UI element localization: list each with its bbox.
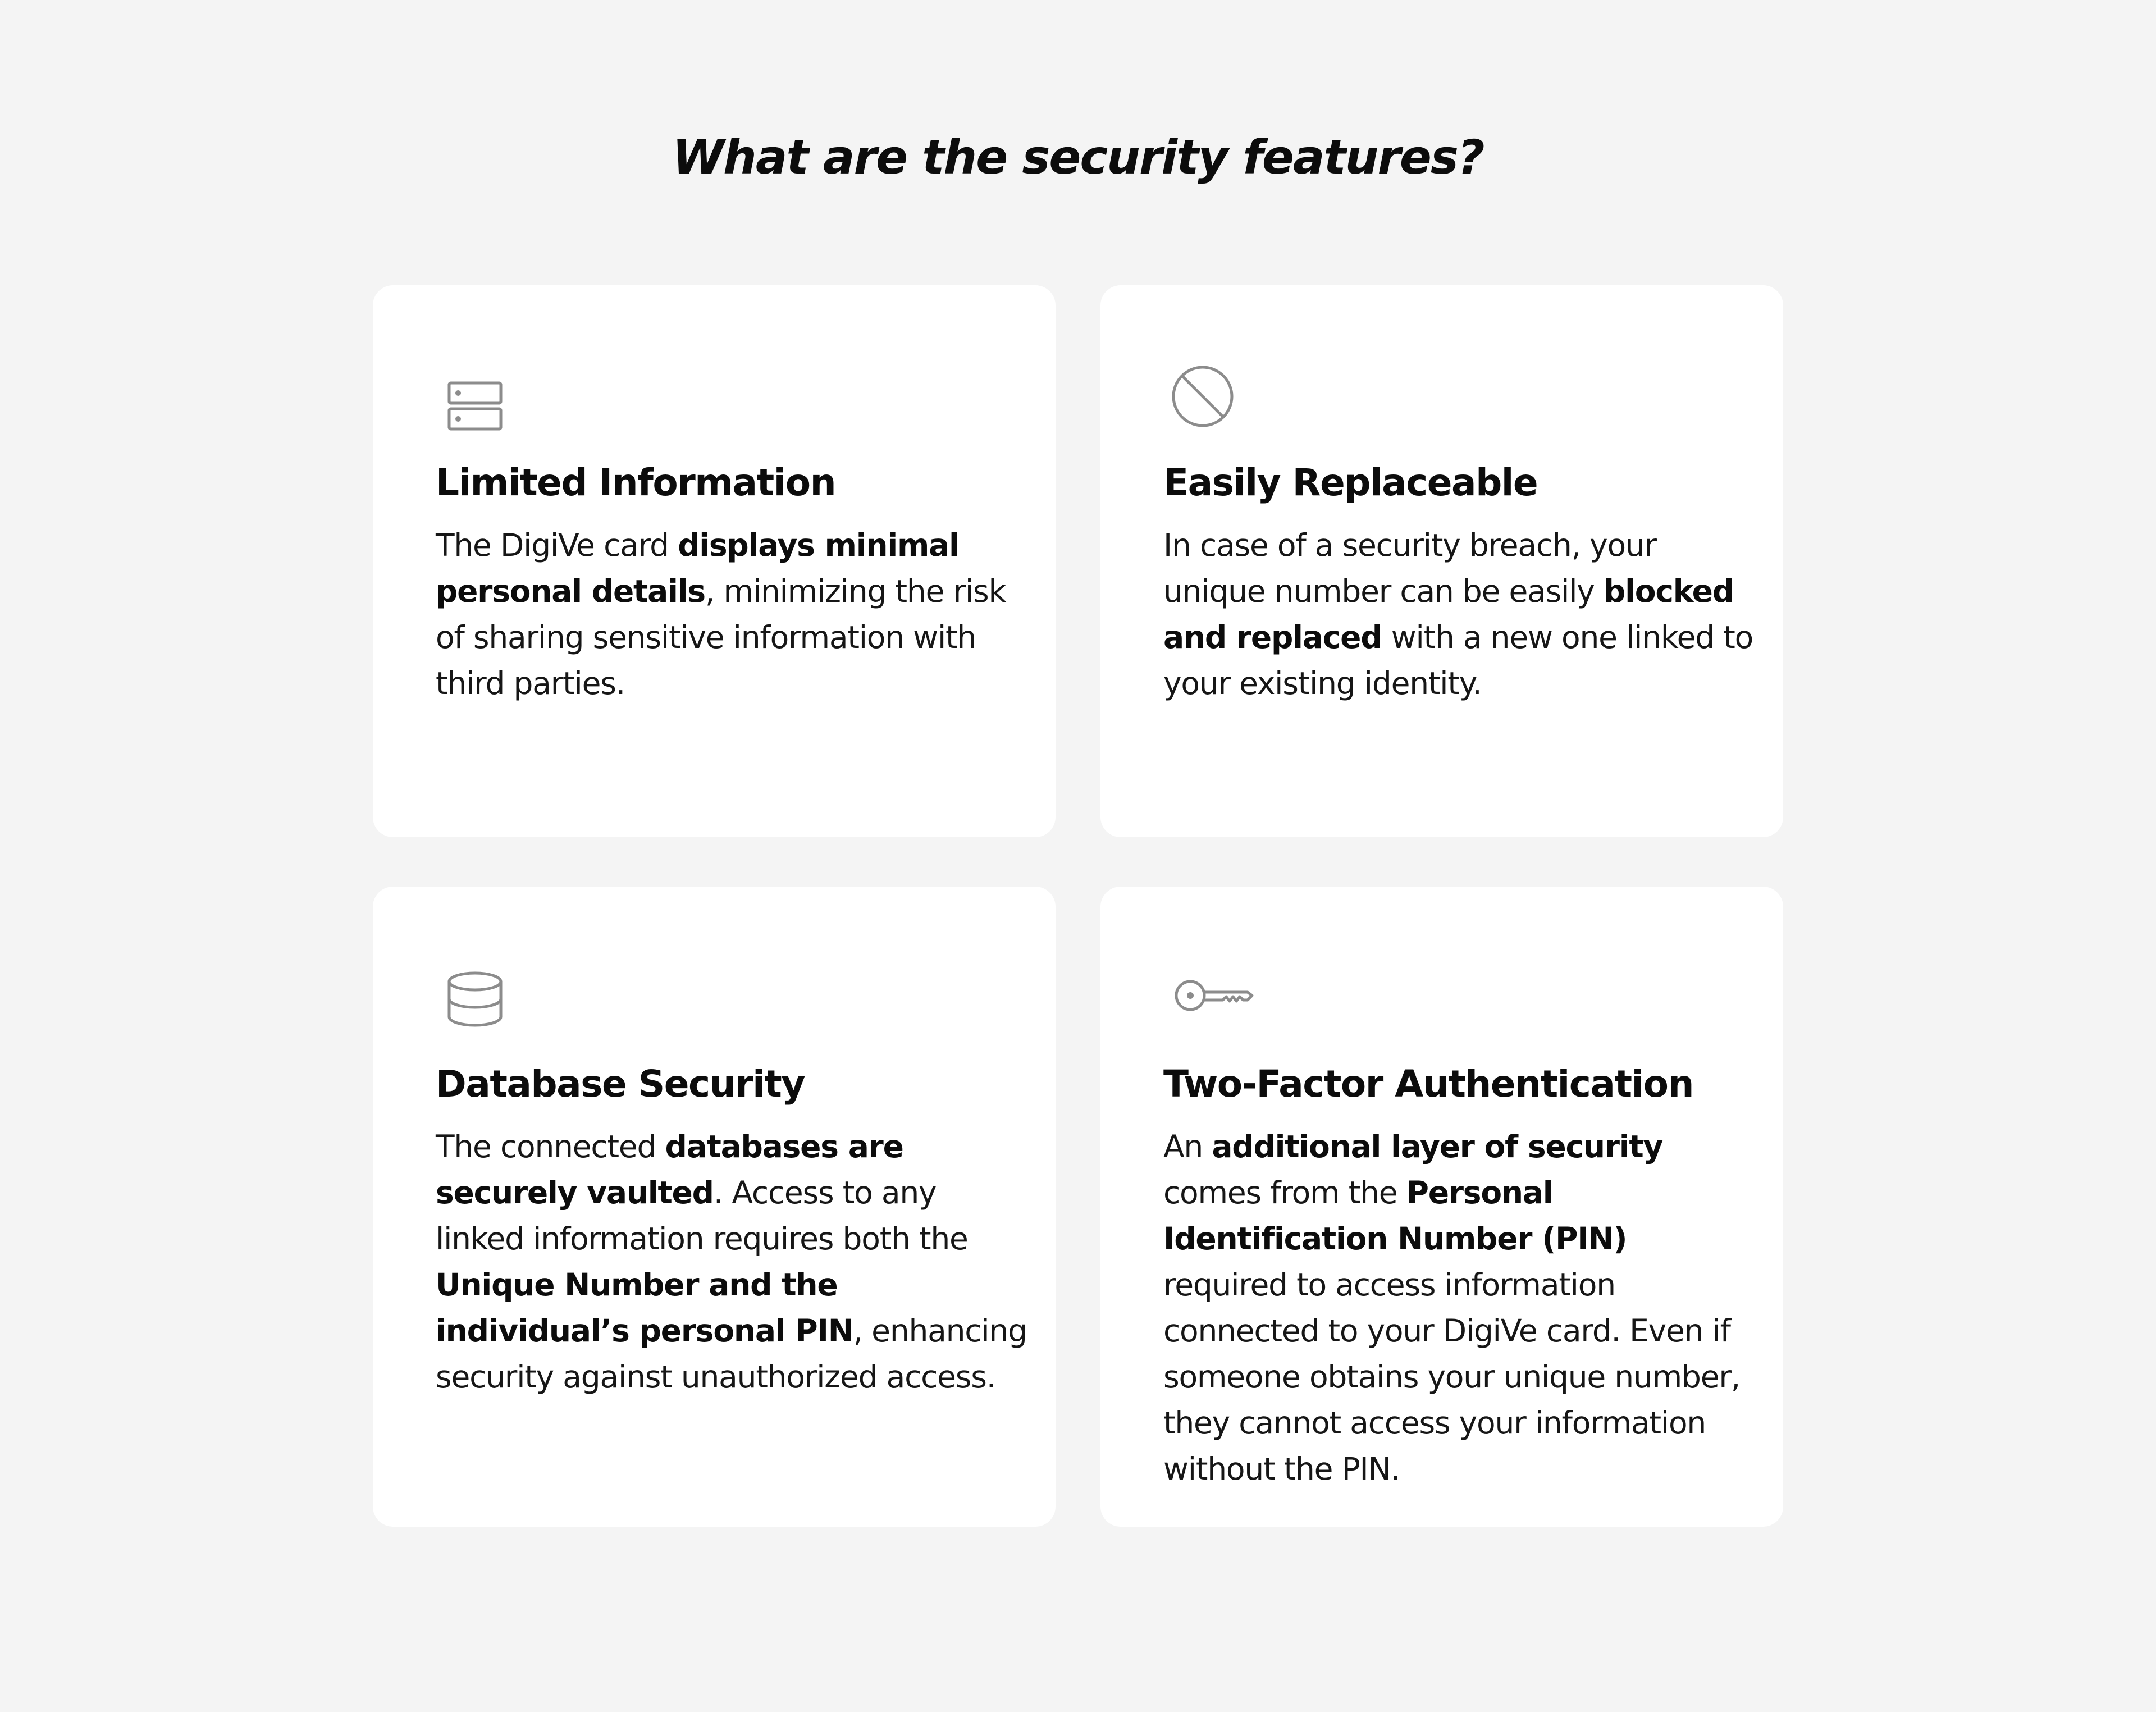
blocked-circle-icon bbox=[1163, 358, 1237, 432]
body-text: The connected bbox=[436, 1129, 665, 1165]
card-title: Easily Replaceable bbox=[1163, 461, 1538, 504]
body-text: An bbox=[1163, 1129, 1212, 1165]
body-text: required to access information connected to your DigiVe card. Even if someone obtains your unique number, they cannot access your information without the PIN. bbox=[1163, 1267, 1741, 1487]
card-description bbox=[436, 1124, 1031, 1400]
emphasis-text: additional layer of security bbox=[1212, 1129, 1663, 1165]
server-stack-icon bbox=[436, 358, 510, 432]
key-icon bbox=[1163, 960, 1237, 1034]
database-icon bbox=[436, 960, 510, 1034]
body-text: . Access to any linked information requires both the bbox=[436, 1175, 968, 1257]
card-description bbox=[436, 522, 1031, 706]
body-text: comes from the bbox=[1163, 1175, 1406, 1211]
emphasis-text: blocked and replaced bbox=[1163, 573, 1734, 655]
emphasis-text: Personal Identification Number (PIN) bbox=[1163, 1175, 1627, 1257]
emphasis-text: displays minimal personal details bbox=[436, 527, 959, 609]
card-description bbox=[1163, 1124, 1758, 1492]
card-title: Database Security bbox=[436, 1062, 805, 1106]
page-title: What are the security features? bbox=[672, 130, 1484, 185]
emphasis-text: Unique Number and the individual’s personal PIN bbox=[436, 1267, 853, 1349]
card-title: Limited Information bbox=[436, 461, 836, 504]
body-text: The DigiVe card bbox=[436, 527, 678, 563]
body-text: , minimizing the risk of sharing sensitive information with third parties. bbox=[436, 573, 1006, 701]
feature-card-easily-replaceable bbox=[1100, 285, 1783, 837]
card-title: Two-Factor Authentication bbox=[1163, 1062, 1693, 1106]
body-text: with a new one linked to your existing identity. bbox=[1163, 619, 1753, 701]
emphasis-text: databases are securely vaulted bbox=[436, 1129, 903, 1211]
feature-card-two-factor-authentication bbox=[1100, 887, 1783, 1527]
card-description bbox=[1163, 522, 1758, 706]
feature-card-limited-information bbox=[373, 285, 1056, 837]
body-text: , enhancing security against unauthorized access. bbox=[436, 1313, 1027, 1395]
feature-card-database-security bbox=[373, 887, 1056, 1527]
body-text: In case of a security breach, your unique number can be easily bbox=[1163, 527, 1657, 609]
